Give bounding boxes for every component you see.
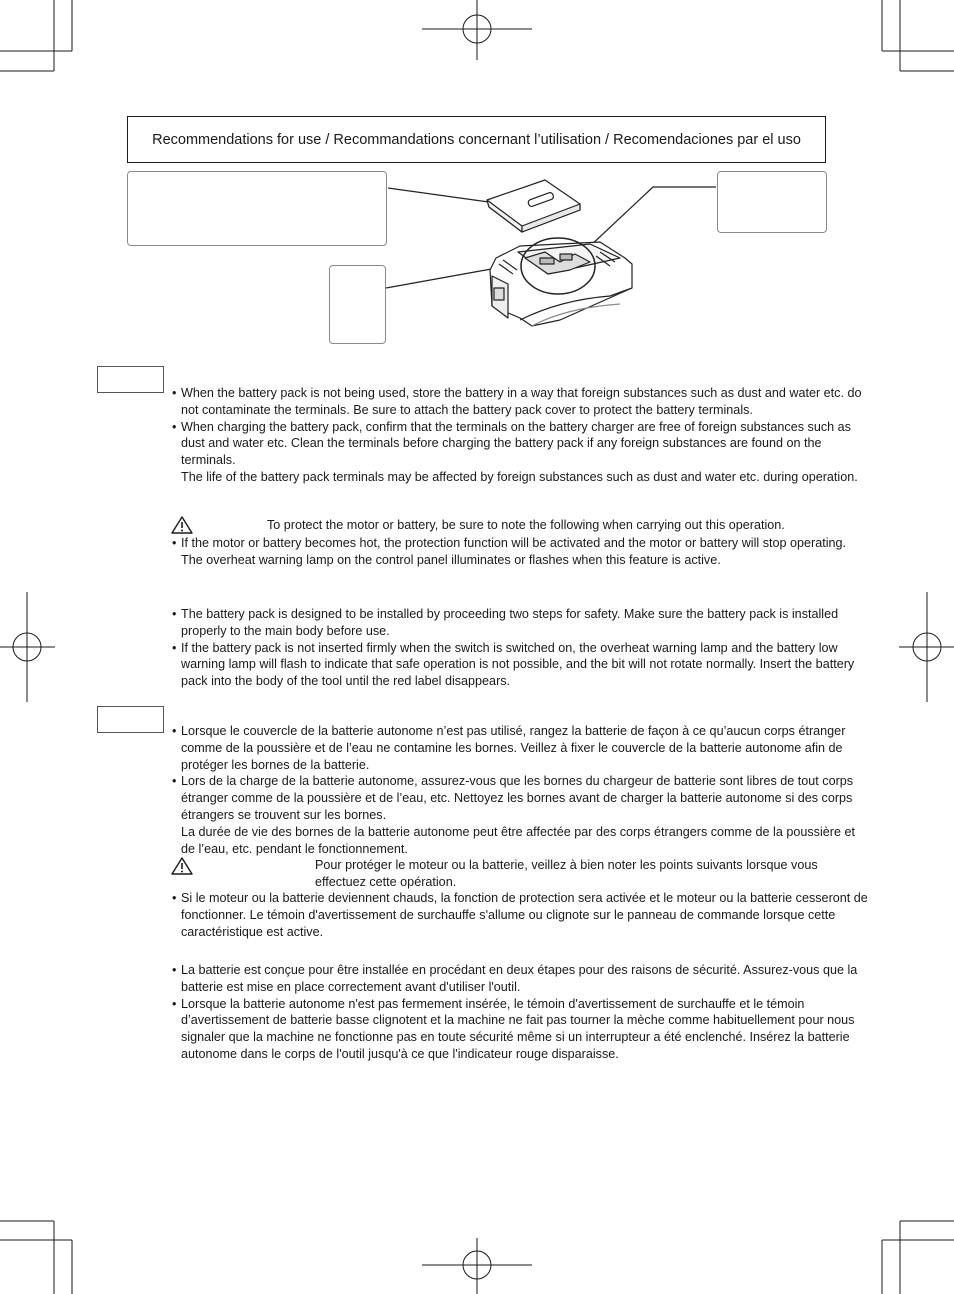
list-item: • Lorsque la batterie autonome n'est pas fermement insérée, le témoin d'avertissement de surchauffe et le témoin d’avertissement de batterie basse clignotent et la machine ne fait pas tourner la mèche comme habituellement pour nous signaler que la machine ne fonctionne pas en toute sécurité même si un interrupteur a été enclenché. Insérez la batterie autonome dans le corps de l'outil jusqu'à ce que l'indicateur rouge disparaisse.: [172, 996, 855, 1061]
language-label-french: [97, 706, 164, 733]
battery-note: The life of the battery pack terminals may be affected by foreign substances such as dust and water etc. during operation.: [181, 469, 858, 484]
warning-icon: [171, 857, 193, 875]
list-item: • When charging the battery pack, confirm that the terminals on the battery charger are free of foreign substances such as dust and water etc. Clean the terminals before charging the battery pack if any foreign substances are found on the terminals.: [172, 419, 851, 468]
french-battery-section: [172, 723, 872, 857]
overheat-note: The overheat warning lamp on the control panel illuminates or flashes when this feature is active.: [181, 552, 721, 567]
registration-mark-right: [899, 592, 954, 702]
english-overheat-section: [172, 535, 872, 569]
french-install-section: [172, 962, 872, 1063]
list-item: • Si le moteur ou la batterie deviennent chauds, la fonction de protection sera activée et le moteur ou la batterie cesseront de fonctionner. Le témoin d'avertissement de surchauffe s'allume ou clignote sur le panneau de commande lorsque cette caractéristique est active.: [172, 891, 868, 939]
list-item: • If the motor or battery becomes hot, the protection function will be activated and the motor or battery will stop operating.: [172, 536, 847, 550]
list-item: • If the battery pack is not inserted firmly when the switch is switched on, the overheat warning lamp and the battery low warning lamp will flash to indicate that safe operation is not possible, and the bit will not rotate normally. Insert the battery pack into the body of the tool until the red label disappears.: [172, 640, 855, 689]
list-item: • The battery pack is designed to be installed by proceeding two steps for safety. Make sure the battery pack is installed properly to the main body before use.: [172, 607, 839, 638]
french-caution: [315, 857, 850, 891]
list-item: • Lorsque le couvercle de la batterie autonome n’est pas utilisé, rangez la batterie de façon à ce qu’aucun corps étranger comme de la poussière et de l’eau ne contamine les bornes. Veillez à fixer le couvercle de la batterie autonome afin de protéger les bornes de la batterie.: [172, 724, 846, 772]
caution-text: To protect the motor or battery, be sure to note the following when carrying out this operation.: [267, 518, 785, 532]
english-install-section: [172, 606, 872, 690]
list-item: • La batterie est conçue pour être installée en procédant en deux étapes pour des raisons de sécurité. Assurez-vous que la batterie est mise en place correctement avant d'utiliser l'outil.: [172, 963, 858, 994]
french-overheat-section: [172, 890, 872, 940]
warning-icon: [171, 516, 193, 534]
registration-mark-left: [0, 592, 55, 702]
battery-note: La durée de vie des bornes de la batterie autonome peut être affectée par des corps étrangers comme de la poussière et de l’eau, etc. pendant le fonctionnement.: [181, 824, 855, 856]
language-label-english: [97, 366, 164, 393]
section-title: Recommendations for use / Recommandations concernant l’utilisation / Recomendaciones par el uso: [152, 131, 801, 148]
caution-text: Pour protéger le moteur ou la batterie, veillez à bien noter les points suivants lorsque vous effectuez cette opération.: [315, 858, 818, 889]
english-battery-section: [172, 385, 872, 486]
registration-mark-bottom: [422, 1238, 532, 1294]
battery-pack-illustration: [0, 0, 954, 360]
list-item: • When the battery pack is not being used, store the battery in a way that foreign substances such as dust and water etc. do not contaminate the terminals. Be sure to attach the battery pack cover to protect the battery terminals.: [172, 386, 862, 417]
english-caution: [267, 517, 867, 534]
list-item: • Lors de la charge de la batterie autonome, assurez-vous que les bornes du chargeur de batterie sont libres de tout corps étranger comme de la poussière et de l’eau, etc. Nettoyez les bornes avant de charger la batterie autonome si des corps étrangers se trouvent sur les bornes.: [172, 774, 854, 822]
